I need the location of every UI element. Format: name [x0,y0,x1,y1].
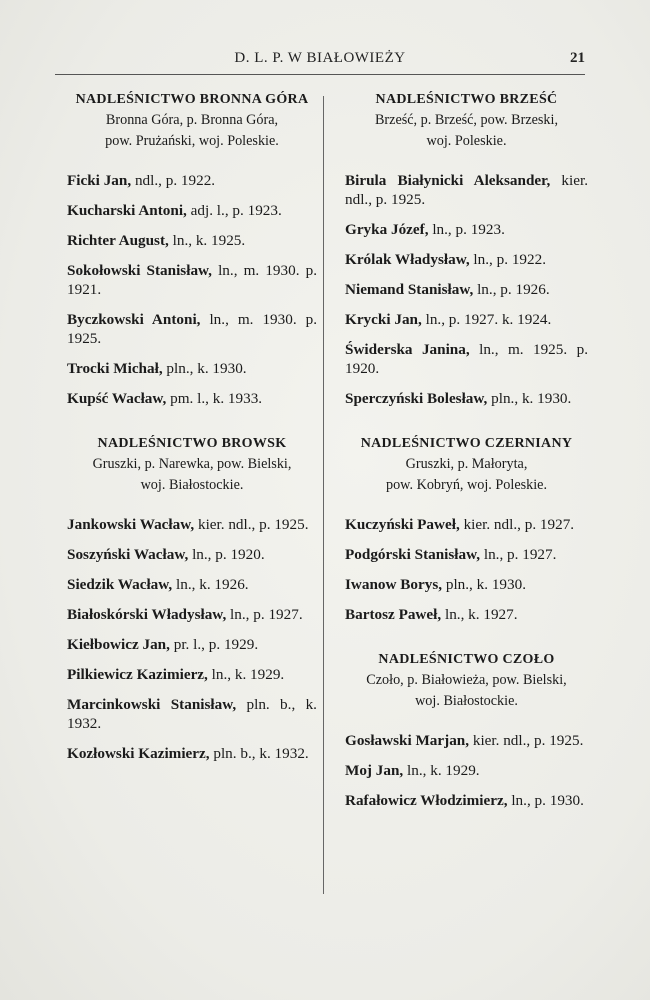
forest-district-section [67,90,317,408]
staff-entry [345,605,588,624]
staff-name: Sokołowski Stanisław, [67,262,212,279]
staff-entry [67,575,317,594]
address-line: woj. Białostockie. [415,693,518,709]
staff-entry [345,389,588,408]
staff-entry [345,310,588,329]
staff-details: ln., m. 1925. p. 1920. [345,341,588,377]
staff-details: ln., m. 1930. p. 1925. [67,311,317,347]
staff-details: pln. b., k. 1932. [67,696,317,732]
staff-entry [67,261,317,299]
page-number: 21 [570,50,585,66]
staff-name: Kuczyński Paweł, [345,516,460,533]
staff-details: ln., k. 1925. [168,232,246,249]
staff-name: Sperczyński Bolesław, [345,390,488,407]
staff-entry [345,575,588,594]
forest-district-section [345,90,588,408]
staff-details: pm. l., k. 1933. [166,390,263,407]
staff-details: kier. ndl., p. 1927. [459,516,575,533]
staff-entry [345,340,588,378]
staff-name: Iwanow Borys, [345,576,443,593]
staff-entry [345,280,588,299]
section-title: NADLEŚNICTWO BRONNA GÓRA [75,92,309,107]
staff-details: ndl., p. 1922. [131,172,216,189]
staff-entry [67,231,317,250]
staff-entry [345,171,588,209]
address-line: Bronna Góra, p. Bronna Góra, [105,112,279,128]
forest-district-section [345,434,588,624]
staff-entry [67,201,317,220]
staff-details: ln., k. 1927. [441,606,518,623]
forest-district-section [67,434,317,763]
staff-name: Krycki Jan, [345,311,422,328]
staff-details: pln., k. 1930. [487,390,572,407]
staff-name: Ficki Jan, [67,172,132,189]
staff-name: Królak Władysław, [345,251,470,268]
staff-details: ln., p. 1927. [480,546,557,563]
staff-name: Pilkiewicz Kazimierz, [67,666,208,683]
staff-details: ln., k. 1929. [207,666,285,683]
section-title: NADLEŚNICTWO CZOŁO [378,652,555,667]
staff-name: Podgórski Stanisław, [345,546,481,563]
staff-details: ln., p. 1927. k. 1924. [421,311,552,328]
section-address [67,454,317,496]
staff-details: adj. l., p. 1923. [186,202,282,219]
staff-name: Siedzik Wacław, [67,576,173,593]
address-line: pow. Prużański, woj. Poleskie. [105,133,279,149]
staff-name: Byczkowski Antoni, [67,311,201,328]
section-address [67,110,317,152]
address-line: Czoło, p. Białowieża, pow. Bielski, [366,672,567,688]
staff-details: ln., p. 1926. [473,281,550,298]
staff-name: Niemand Stanisław, [345,281,474,298]
staff-name: Gosławski Marjan, [345,732,470,749]
staff-details: ln., k. 1926. [172,576,249,593]
staff-entry [67,635,317,654]
address-line: woj. Białostockie. [140,477,244,493]
forest-district-section [345,650,588,810]
staff-entry [67,389,317,408]
staff-details: ln., m. 1930. p. 1921. [67,262,317,298]
staff-entry [67,695,317,733]
staff-entry [345,761,588,780]
staff-name: Trocki Michał, [67,360,163,377]
column-divider [323,96,324,894]
staff-details: pln., k. 1930. [442,576,527,593]
staff-name: Marcinkowski Stanisław, [67,696,237,713]
staff-details: pln., k. 1930. [162,360,247,377]
staff-entry [67,515,317,534]
section-address [345,670,588,712]
staff-details: ln., k. 1929. [403,762,480,779]
staff-entry [345,250,588,269]
staff-entry [345,515,588,534]
staff-details: ln., p. 1927. [226,606,303,623]
staff-details: kier. ndl., p. 1925. [469,732,584,749]
staff-name: Białoskórski Władysław, [67,606,227,623]
staff-name: Richter August, [67,232,169,249]
staff-details: pln. b., k. 1932. [209,745,309,762]
staff-entry [345,791,588,810]
staff-name: Bartosz Paweł, [345,606,442,623]
section-title: NADLEŚNICTWO BROWSK [97,436,287,451]
staff-name: Soszyński Wacław, [67,546,189,563]
address-line: Gruszki, p. Małoryta, [405,456,528,472]
staff-name: Rafałowicz Włodzimierz, [345,792,508,809]
staff-name: Kiełbowicz Jan, [67,636,170,653]
section-title: NADLEŚNICTWO BRZEŚĆ [375,92,558,107]
staff-details: ln., p. 1922. [469,251,546,268]
address-line: Brześć, p. Brześć, pow. Brzeski, [374,112,559,128]
staff-name: Birula Białynicki Aleksander, [345,172,551,189]
staff-details: kier. ndl., p. 1925. [345,172,588,208]
address-line: pow. Kobryń, woj. Poleskie. [385,477,548,493]
staff-name: Kupść Wacław, [67,390,167,407]
staff-entry [345,220,588,239]
running-title: D. L. P. W BIAŁOWIEŻY [234,50,406,66]
section-title: NADLEŚNICTWO CZERNIANY [360,436,573,451]
staff-entry [67,359,317,378]
section-address [345,110,588,152]
address-line: woj. Poleskie. [426,133,507,149]
right-column [345,90,588,836]
staff-entry [67,545,317,564]
address-line: Gruszki, p. Narewka, pow. Bielski, [92,456,292,472]
staff-details: ln., p. 1923. [428,221,505,238]
staff-entry [67,605,317,624]
staff-name: Jankowski Wacław, [67,516,195,533]
staff-entry [67,310,317,348]
header-rule [55,74,585,75]
staff-name: Moj Jan, [345,762,404,779]
staff-name: Gryka Józef, [345,221,429,238]
staff-details: kier. ndl., p. 1925. [194,516,309,533]
staff-name: Świderska Janina, [345,341,470,358]
staff-details: ln., p. 1930. [507,792,584,809]
staff-entry [67,171,317,190]
staff-details: ln., p. 1920. [188,546,265,563]
staff-entry [345,731,588,750]
running-head [55,50,585,72]
staff-entry [345,545,588,564]
staff-entry [67,665,317,684]
staff-name: Kucharski Antoni, [67,202,187,219]
section-address [345,454,588,496]
left-column [67,90,317,789]
staff-entry [67,744,317,763]
staff-details: pr. l., p. 1929. [169,636,259,653]
staff-name: Kozłowski Kazimierz, [67,745,210,762]
